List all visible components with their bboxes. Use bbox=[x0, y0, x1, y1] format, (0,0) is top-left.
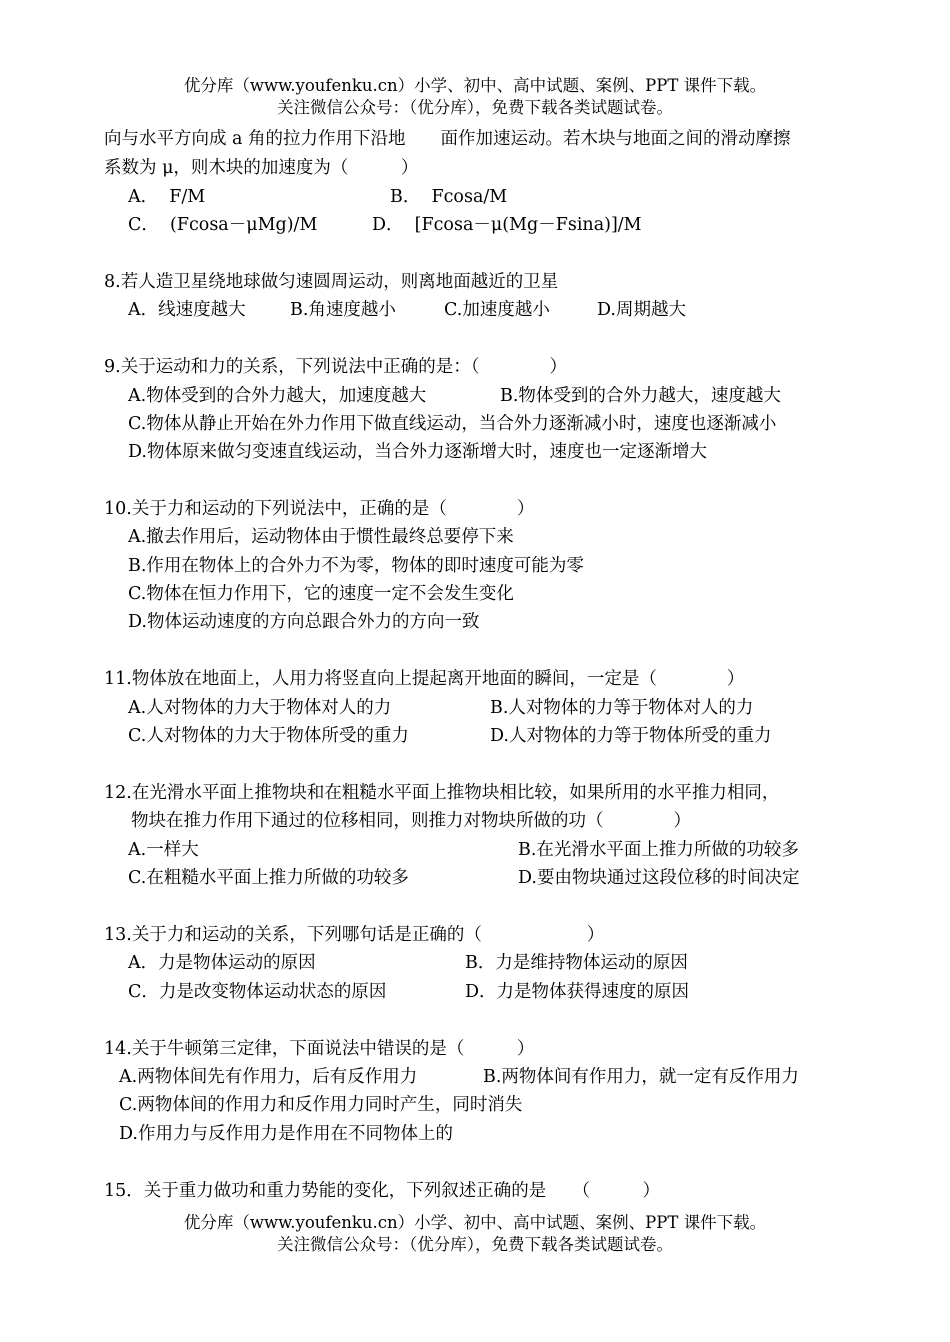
q12-option-a: A.一样大 bbox=[128, 840, 199, 860]
q14-option-b: B.两物体间有作用力，就一定有反作用力 bbox=[483, 1067, 799, 1087]
q14-option-d: D.作用力与反作用力是作用在不同物体上的 bbox=[119, 1124, 453, 1144]
q7-option-c: C． (Fcosa－μMg)/M bbox=[128, 215, 318, 235]
q9-option-b: B.物体受到的合外力越大，速度越大 bbox=[500, 386, 781, 406]
q8-option-a: A．线速度越大 bbox=[128, 300, 246, 320]
q10-stem: 10.关于力和运动的下列说法中，正确的是（ ） bbox=[104, 499, 535, 519]
q7-continuation-2: 系数为 μ，则木块的加速度为（ ） bbox=[104, 158, 419, 178]
q13-option-d: D．力是物体获得速度的原因 bbox=[465, 982, 690, 1002]
q13-option-c: C．力是改变物体运动状态的原因 bbox=[128, 982, 387, 1002]
q13-option-b: B．力是维持物体运动的原因 bbox=[465, 953, 688, 973]
q8-option-d: D.周期越大 bbox=[597, 300, 686, 320]
q7-continuation-1: 向与水平方向成 a 角的拉力作用下沿地 面作加速运动。若木块与地面之间的滑动摩擦 bbox=[104, 129, 791, 149]
q8-stem: 8.若人造卫星绕地球做匀速圆周运动，则离地面越近的卫星 bbox=[104, 272, 559, 292]
q8-option-c: C.加速度越小 bbox=[444, 300, 550, 320]
q7-option-b: B． Fcosa/M bbox=[390, 187, 508, 207]
q12-option-b: B.在光滑水平面上推力所做的功较多 bbox=[518, 840, 799, 860]
q11-option-a: A.人对物体的力大于物体对人的力 bbox=[128, 698, 392, 718]
q10-option-b: B.作用在物体上的合外力不为零，物体的即时速度可能为零 bbox=[128, 556, 584, 576]
q11-stem: 11.物体放在地面上，人用力将竖直向上提起离开地面的瞬间，一定是（ ） bbox=[104, 669, 745, 689]
q11-option-d: D.人对物体的力等于物体所受的重力 bbox=[490, 726, 772, 746]
q10-option-c: C.物体在恒力作用下，它的速度一定不会发生变化 bbox=[128, 584, 514, 604]
q12-option-c: C.在粗糙水平面上推力所做的功较多 bbox=[128, 868, 409, 888]
q14-stem: 14.关于牛顿第三定律，下面说法中错误的是（ ） bbox=[104, 1039, 535, 1059]
footer-line-2: 关注微信公众号：（优分库），免费下载各类试题试卷。 bbox=[277, 1235, 673, 1254]
q15-stem: 15．关于重力做功和重力势能的变化，下列叙述正确的是 （ ） bbox=[104, 1181, 661, 1201]
header-line-1: 优分库（www.youfenku.cn）小学、初中、高中试题、案例、PPT 课件下载。 bbox=[183, 76, 767, 95]
q8-option-b: B.角速度越小 bbox=[290, 300, 396, 320]
footer-line-1: 优分库（www.youfenku.cn）小学、初中、高中试题、案例、PPT 课件下载。 bbox=[183, 1213, 767, 1232]
header-line-2: 关注微信公众号：（优分库），免费下载各类试题试卷。 bbox=[277, 98, 673, 117]
q9-stem: 9.关于运动和力的关系，下列说法中正确的是：（ ） bbox=[104, 357, 567, 377]
q11-option-c: C.人对物体的力大于物体所受的重力 bbox=[128, 726, 409, 746]
q14-option-c: C.两物体间的作用力和反作用力同时产生，同时消失 bbox=[119, 1095, 523, 1115]
q10-option-d: D.物体运动速度的方向总跟合外力的方向一致 bbox=[128, 612, 480, 632]
q12-option-d: D.要由物块通过这段位移的时间决定 bbox=[518, 868, 800, 888]
q9-option-d: D.物体原来做匀变速直线运动，当合外力逐渐增大时，速度也一定逐渐增大 bbox=[128, 442, 707, 462]
q11-option-b: B.人对物体的力等于物体对人的力 bbox=[490, 698, 754, 718]
q10-option-a: A.撤去作用后，运动物体由于惯性最终总要停下来 bbox=[128, 527, 514, 547]
q13-stem: 13.关于力和运动的关系，下列哪句话是正确的（ ） bbox=[104, 925, 605, 945]
q9-option-c: C.物体从静止开始在外力作用下做直线运动，当合外力逐渐减小时，速度也逐渐减小 bbox=[128, 414, 777, 434]
q12-stem-2: 物块在推力作用下通过的位移相同，则推力对物块所做的功（ ） bbox=[131, 811, 691, 831]
q14-option-a: A.两物体间先有作用力，后有反作用力 bbox=[119, 1067, 418, 1087]
q9-option-a: A.物体受到的合外力越大，加速度越大 bbox=[128, 386, 427, 406]
q7-option-a: A． F/M bbox=[128, 187, 206, 207]
q7-option-d: D． [Fcosa－μ(Mg－Fsina)]/M bbox=[372, 215, 642, 235]
q13-option-a: A．力是物体运动的原因 bbox=[128, 953, 316, 973]
q12-stem-1: 12.在光滑水平面上推物块和在粗糙水平面上推物块相比较，如果所用的水平推力相同， bbox=[104, 783, 780, 803]
